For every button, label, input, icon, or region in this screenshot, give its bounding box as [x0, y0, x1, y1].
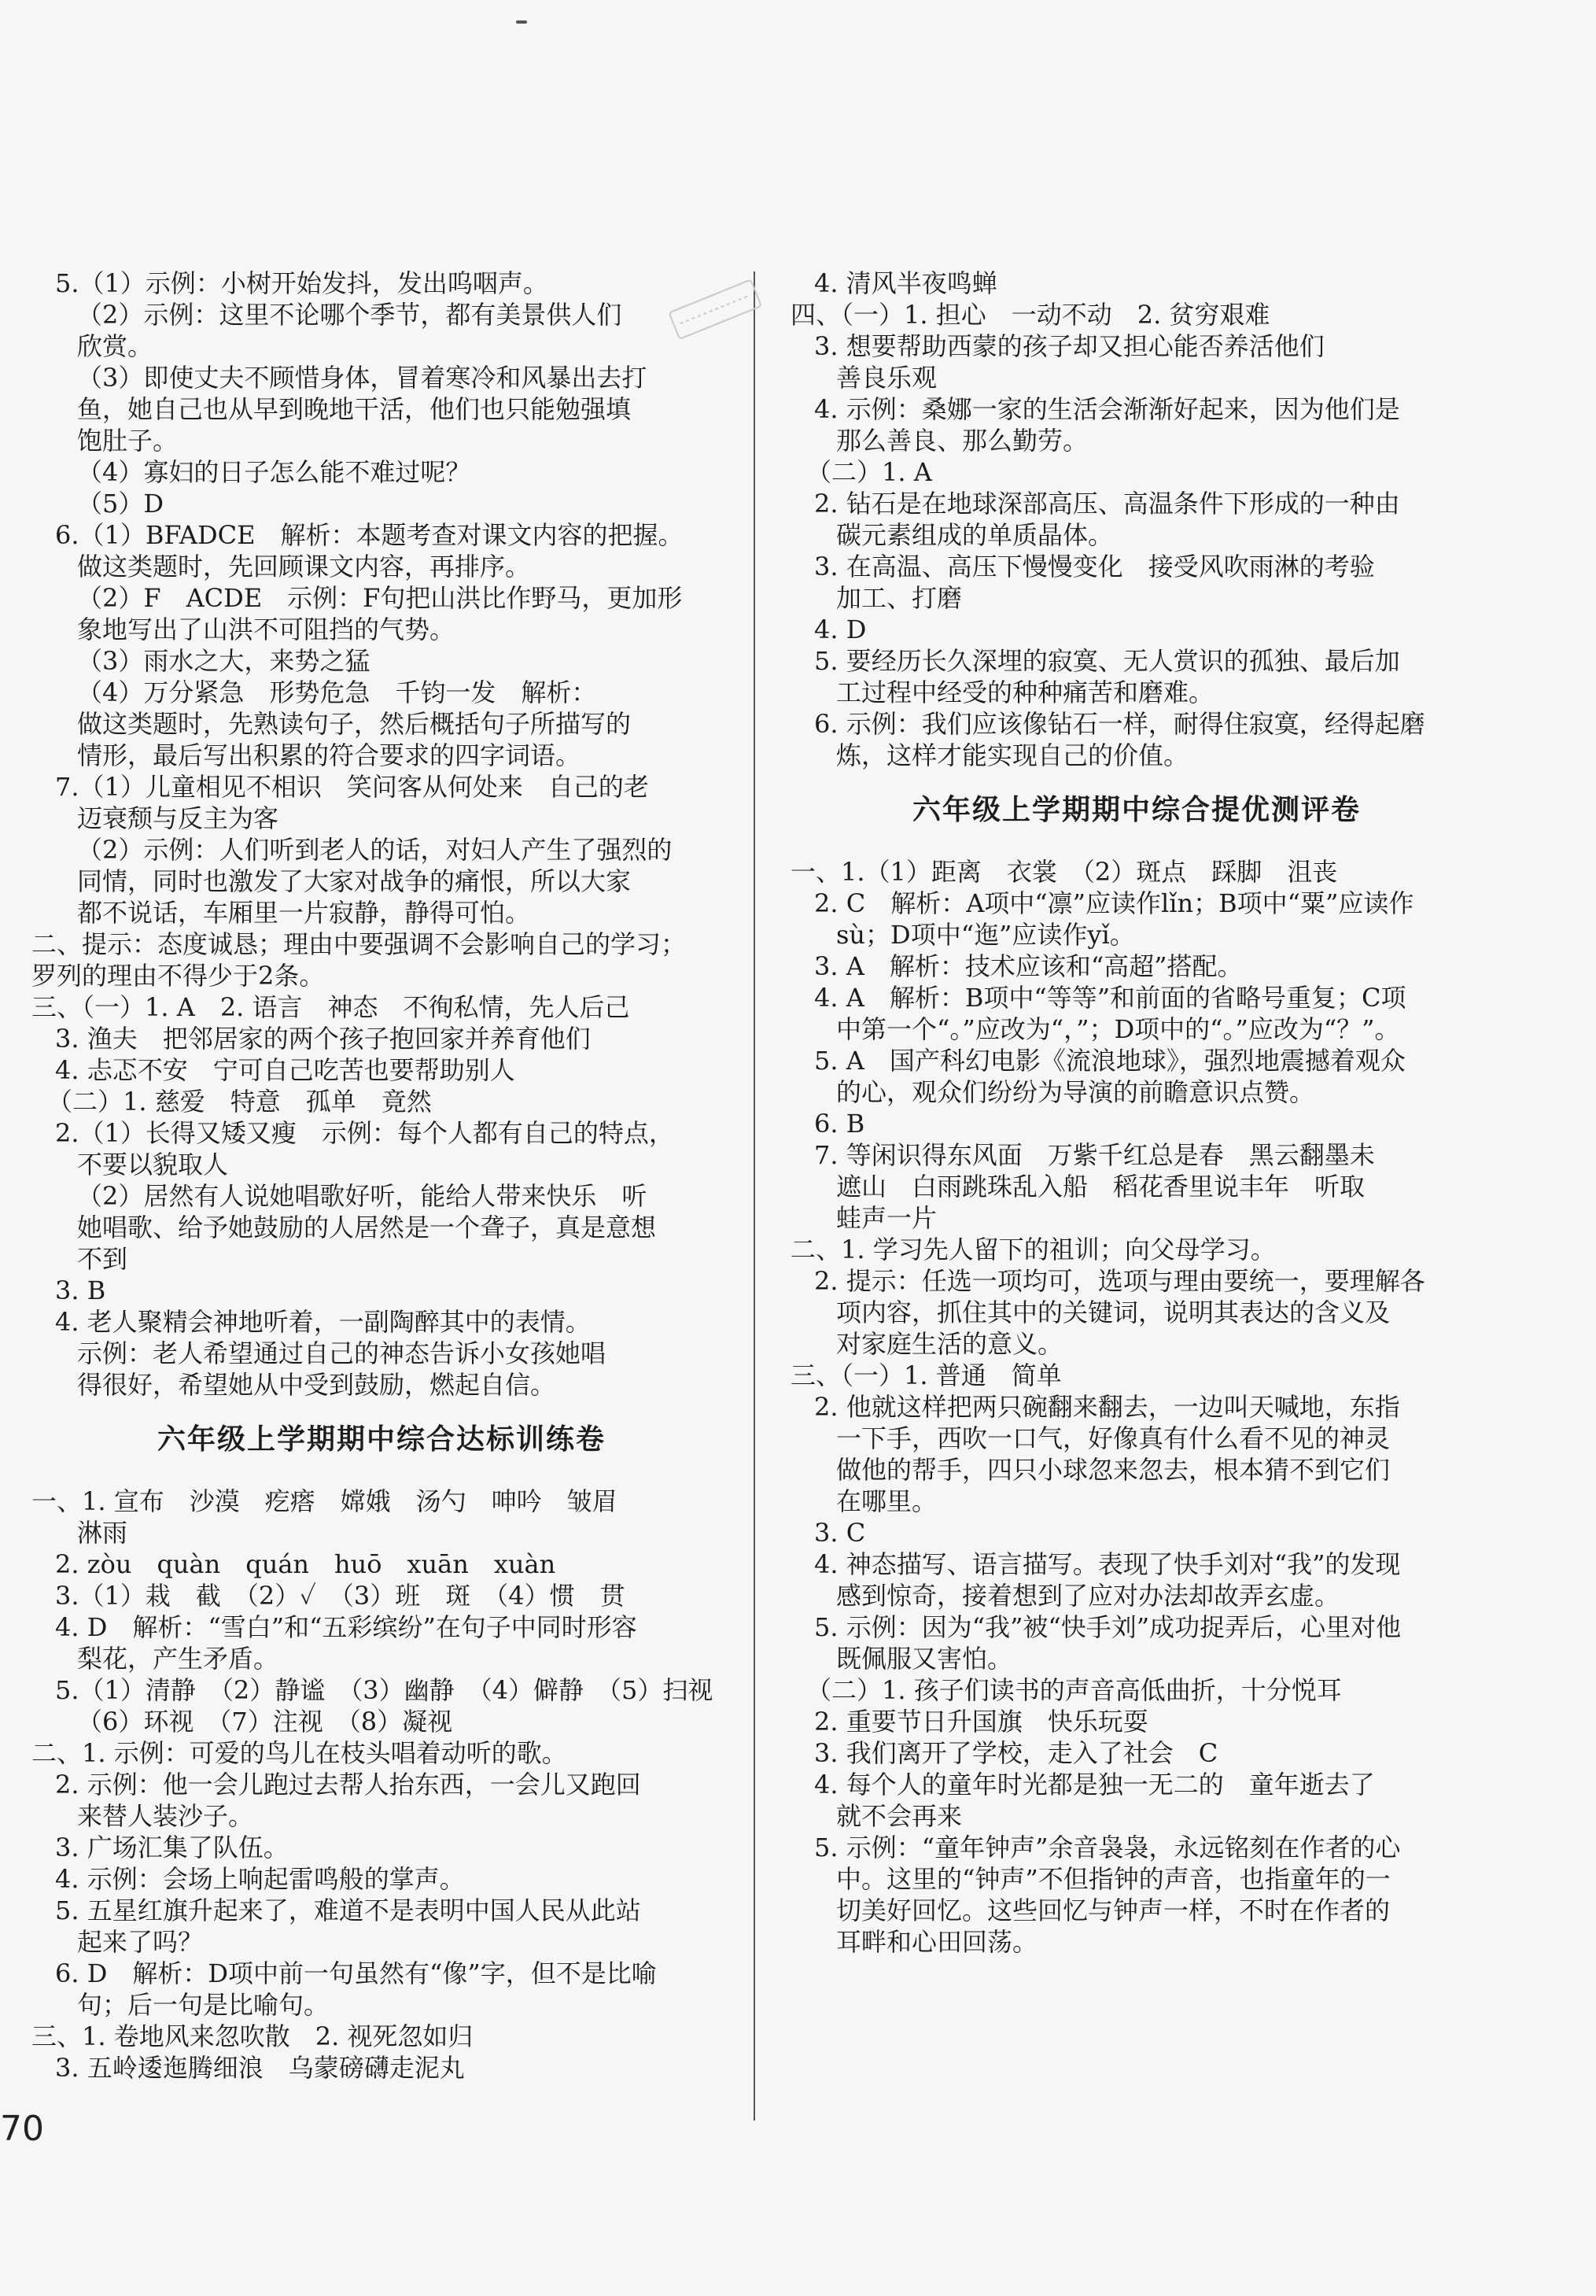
answer-line: 耳畔和心田回荡。 [836, 1927, 1038, 1957]
page-number: 70 [0, 2109, 44, 2149]
answer-line: 3. A 解析：技术应该和“高超”搭配。 [814, 951, 1243, 981]
answer-line: 迈衰颓与反主为客 [77, 803, 279, 833]
answer-line: 梨花，产生矛盾。 [77, 1644, 279, 1674]
answer-line: 就不会再来 [836, 1801, 963, 1831]
section-title: 六年级上学期期中综合达标训练卷 [157, 1423, 606, 1456]
left-answer-column [31, 268, 732, 2084]
answer-line: 6.（1）BFADCE 解析：本题考查对课文内容的把握。 [55, 520, 684, 550]
answer-line: 炼，这样才能实现自己的价值。 [836, 740, 1189, 770]
answer-line: 2. 示例：他一会儿跑过去帮人抬东西，一会儿又跑回 [55, 1770, 641, 1800]
answer-line: （二）1. 孩子们读书的声音高低曲折，十分悦耳 [806, 1675, 1342, 1705]
answer-line: 三、（一）1. 普通 简单 [791, 1360, 1062, 1390]
column-divider [754, 271, 755, 2121]
answer-line: 她唱歌、给予她鼓励的人居然是一个聋子，真是意想 [77, 1213, 657, 1242]
answer-line: 感到惊奇，接着想到了应对办法却故弄玄虚。 [836, 1581, 1340, 1611]
answer-line: 中第一个“。”应改为“，”；D项中的“。”应改为“？”。 [836, 1014, 1400, 1044]
answer-line: 既佩服又害怕。 [836, 1644, 1013, 1674]
answer-line: 3. 在高温、高压下慢慢变化 接受风吹雨淋的考验 [814, 552, 1375, 581]
answer-line: 蛙声一片 [836, 1203, 938, 1233]
section-title: 六年级上学期期中综合提优测评卷 [912, 794, 1361, 826]
answer-line: 三、（一）1. A 2. 语言 神态 不徇私情，先人后己 [31, 992, 630, 1022]
answer-line: 示例：老人希望通过自己的神态告诉小女孩她唱 [77, 1338, 606, 1368]
answer-line: 碳元素组成的单质晶体。 [836, 520, 1114, 550]
answer-line: 4. A 解析：B项中“等等”和前面的省略号重复；C项 [814, 983, 1406, 1013]
answer-line: 句；后一句是比喻句。 [77, 1990, 330, 2020]
answer-line: 4. D [814, 615, 867, 644]
answer-line: 3. 想要帮助西蒙的孩子却又担心能否养活他们 [814, 331, 1325, 361]
answer-line: 不要以貌取人 [77, 1150, 229, 1179]
answer-line: sù；D项中“迤”应读作yǐ。 [836, 920, 1135, 950]
answer-line: 饱肚子。 [77, 426, 179, 456]
answer-line: 欣赏。 [77, 331, 153, 361]
answer-line: 6. 示例：我们应该像钻石一样，耐得住寂寞，经得起磨 [814, 709, 1425, 739]
answer-line: （2）居然有人说她唱歌好听，能给人带来快乐 听 [77, 1181, 647, 1211]
answer-line: 不到 [77, 1244, 128, 1274]
answer-line: 在哪里。 [836, 1486, 938, 1516]
answer-line: 4. D 解析：“雪白”和“五彩缤纷”在句子中同时形容 [55, 1612, 637, 1642]
answer-line: 2. 提示：任选一项均可，选项与理由要统一，要理解各 [814, 1266, 1425, 1296]
answer-line: 做他的帮手，四只小球忽来忽去，根本猜不到它们 [836, 1455, 1391, 1485]
answer-line: 得很好，希望她从中受到鼓励，燃起自信。 [77, 1370, 556, 1400]
answer-line: 4. 每个人的童年时光都是独一无二的 童年逝去了 [814, 1770, 1375, 1800]
answer-line: 2. C 解析：A项中“凛”应读作lǐn；B项中“粟”应读作 [814, 888, 1414, 918]
answer-line: 都不说话，车厢里一片寂静，静得可怕。 [77, 898, 531, 928]
answer-line: 鱼，她自己也从早到晚地干活，他们也只能勉强填 [77, 394, 632, 424]
answer-line: 5.（1）示例：小树开始发抖，发出呜咽声。 [55, 268, 548, 298]
print-speck [516, 20, 527, 24]
answer-line: （二）1. 慈爱 特意 孤单 竟然 [47, 1087, 432, 1117]
answer-line: 3. B [55, 1275, 106, 1305]
answer-line: 罗列的理由不得少于2条。 [31, 961, 325, 991]
answer-line: 4. 示例：桑娜一家的生活会渐渐好起来，因为他们是 [814, 394, 1400, 424]
answer-line: 一、1. 宣布 沙漠 疙瘩 嫦娥 汤勺 呻吟 皱眉 [31, 1486, 617, 1516]
answer-line: 3. 五岭逶迤腾细浪 乌蒙磅礴走泥丸 [55, 2053, 465, 2083]
answer-line: 2. 钻石是在地球深部高压、高温条件下形成的一种由 [814, 489, 1400, 519]
answer-line: 中。这里的“钟声”不但指钟的声音，也指童年的一 [836, 1864, 1391, 1894]
answer-line: 4. 忐忑不安 宁可自己吃苦也要帮助别人 [55, 1055, 515, 1085]
answer-line: 3. 渔夫 把邻居家的两个孩子抱回家并养育他们 [55, 1024, 591, 1054]
answer-line: （6）环视 （7）注视 （8）凝视 [77, 1707, 453, 1737]
answer-line: （3）雨水之大，来势之猛 [77, 646, 370, 676]
answer-line: 工过程中经受的种种痛苦和磨难。 [836, 677, 1215, 707]
watermark-stamp-icon [661, 271, 771, 350]
answer-line: 5. 示例：“童年钟声”余音袅袅，永远铭刻在作者的心 [814, 1833, 1401, 1862]
answer-line: 项内容，抓住其中的关键词，说明其表达的含义及 [836, 1297, 1391, 1327]
answer-line: 起来了吗？ [77, 1927, 204, 1957]
answer-line: 2. 重要节日升国旗 快乐玩耍 [814, 1707, 1148, 1737]
answer-line: 5. 示例：因为“我”被“快手刘”成功捉弄后，心里对他 [814, 1612, 1402, 1642]
answer-line: 2.（1）长得又矮又瘦 示例：每个人都有自己的特点， [55, 1118, 674, 1148]
answer-line: 6. D 解析：D项中前一句虽然有“像”字，但不是比喻 [55, 1958, 657, 1988]
answer-line: （5）D [77, 489, 164, 519]
answer-line: 一下手，西吹一口气，好像真有什么看不见的神灵 [836, 1423, 1391, 1453]
answer-line: （3）即使丈夫不顾惜身体，冒着寒冷和风暴出去打 [77, 363, 647, 393]
answer-line: 做这类题时，先熟读句子，然后概括句子所描写的 [77, 709, 632, 739]
answer-line: 4. 清风半夜鸣蝉 [814, 268, 997, 298]
answer-line: （2）F ACDE 示例：F句把山洪比作野马，更加形 [77, 583, 683, 613]
answer-line: 二、1. 学习先人留下的祖训；向父母学习。 [791, 1235, 1276, 1264]
answer-line: （二）1. A [806, 457, 932, 487]
answer-line: 2. zòu quàn quán huō xuān xuàn [55, 1549, 556, 1579]
answer-line: 3.（1）栽 截 （2）✓ （3）班 斑 （4）惯 贯 [55, 1581, 625, 1611]
answer-line: （2）示例：人们听到老人的话，对妇人产生了强烈的 [77, 835, 673, 865]
answer-line: 3. C [814, 1518, 866, 1548]
answer-line: 善良乐观 [836, 363, 938, 393]
answer-line: 切美好回忆。这些回忆与钟声一样，不时在作者的 [836, 1895, 1391, 1925]
answer-line: 的心，观众们纷纷为导演的前瞻意识点赞。 [836, 1077, 1315, 1107]
answer-line: 四、（一）1. 担心 一动不动 2. 贫穷艰难 [791, 300, 1270, 330]
answer-line: （2）示例：这里不论哪个季节，都有美景供人们 [77, 300, 622, 330]
answer-line: 同情，同时也激发了大家对战争的痛恨，所以大家 [77, 866, 632, 896]
answer-line: 7.（1）儿童相见不相识 笑问客从何处来 自己的老 [55, 772, 649, 802]
answer-line: 象地写出了山洪不可阻挡的气势。 [77, 615, 455, 644]
answer-line: 4. 老人聚精会神地听着，一副陶醉其中的表情。 [55, 1307, 591, 1337]
answer-line: 4. 神态描写、语言描写。表现了快手刘对“我”的发现 [814, 1549, 1401, 1579]
answer-line: 7. 等闲识得东风面 万紫千红总是春 黑云翻墨未 [814, 1140, 1375, 1170]
answer-line: 情形，最后写出积累的符合要求的四字词语。 [77, 740, 581, 770]
answer-line: 4. 示例：会场上响起雷鸣般的掌声。 [55, 1864, 465, 1894]
answer-line: 加工、打磨 [836, 583, 963, 613]
answer-line: 二、提示：态度诚恳；理由中要强调不会影响自己的学习； [31, 929, 687, 959]
answer-line: 一、1.（1）距离 衣裳 （2）斑点 踩脚 沮丧 [791, 857, 1338, 887]
right-answer-column [791, 268, 1483, 1958]
answer-line: 2. 他就这样把两只碗翻来翻去，一边叫天喊地，东指 [814, 1392, 1400, 1422]
answer-line: 3. 我们离开了学校，走入了社会 C [814, 1738, 1218, 1768]
answer-line: 5.（1）清静 （2）静谧 （3）幽静 （4）僻静 （5）扫视 [55, 1675, 713, 1705]
answer-line: 5. 五星红旗升起来了，难道不是表明中国人民从此站 [55, 1895, 641, 1925]
answer-line: 淋雨 [77, 1518, 128, 1548]
answer-line: 来替人装沙子。 [77, 1801, 254, 1831]
answer-line: 那么善良、那么勤劳。 [836, 426, 1089, 456]
answer-line: 二、1. 示例：可爱的鸟儿在枝头唱着动听的歌。 [31, 1738, 567, 1768]
answer-line: （4）寡妇的日子怎么能不难过呢？ [77, 457, 471, 487]
answer-line: 对家庭生活的意义。 [836, 1329, 1063, 1359]
answer-line: （4）万分紧急 形势危急 千钧一发 解析： [77, 677, 597, 707]
answer-line: 三、1. 卷地风来忽吹散 2. 视死忽如归 [31, 2021, 474, 2051]
answer-line: 5. 要经历长久深埋的寂寞、无人赏识的孤独、最后加 [814, 646, 1400, 676]
answer-line: 3. 广场汇集了队伍。 [55, 1833, 289, 1862]
answer-line: 6. B [814, 1109, 865, 1139]
answer-line: 5. A 国产科幻电影《流浪地球》，强烈地震撼着观众 [814, 1046, 1406, 1076]
answer-line: 做这类题时，先回顾课文内容，再排序。 [77, 552, 531, 581]
answer-line: 遮山 白雨跳珠乱入船 稻花香里说丰年 听取 [836, 1172, 1366, 1202]
